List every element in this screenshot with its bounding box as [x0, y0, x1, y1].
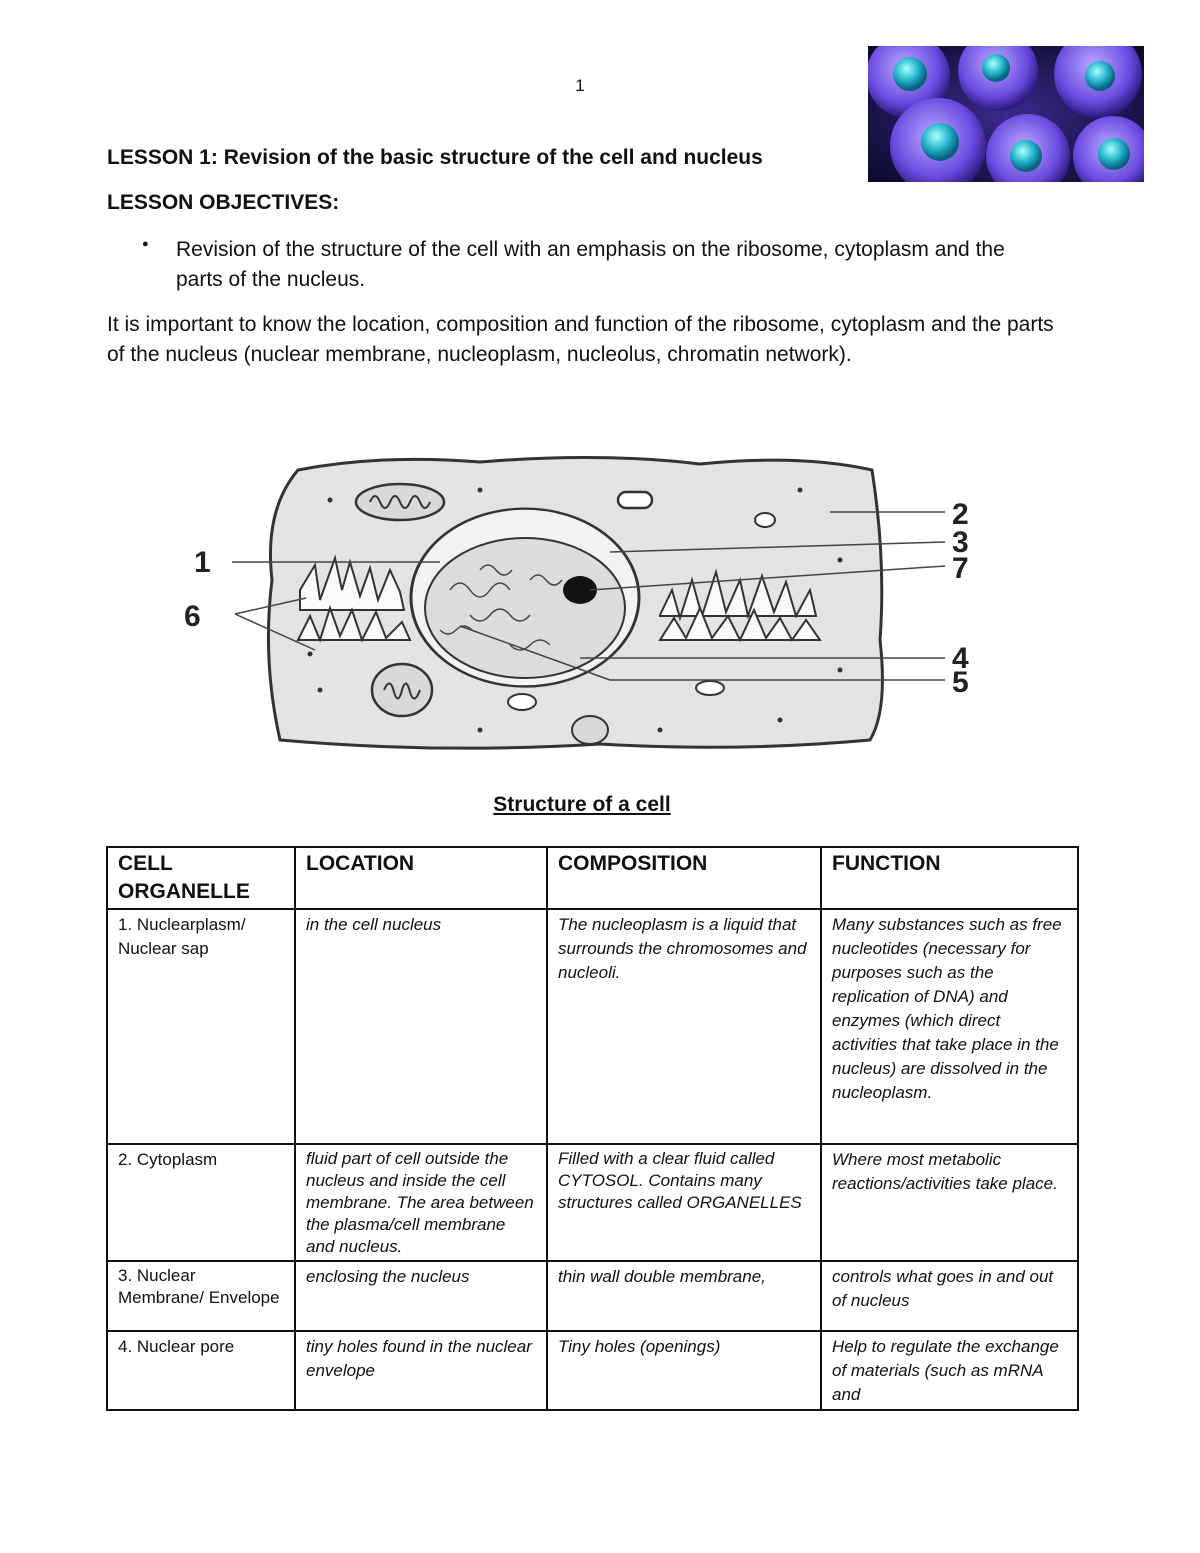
header-cell-location: LOCATION [295, 847, 547, 909]
composition-cell: The nucleoplasm is a liquid that surrounds the chromosomes and nucleoli. [547, 909, 821, 1144]
function-cell: controls what goes in and out of nucleus [821, 1261, 1078, 1331]
location-cell: enclosing the nucleus [295, 1261, 547, 1331]
bullet-icon: ● [142, 238, 149, 250]
diagram-caption: Structure of a cell [493, 793, 671, 816]
lesson-title: LESSON 1: Revision of the basic structure of the cell and nucleus [107, 146, 763, 169]
function-cell: Help to regulate the exchange of materials (such as mRNA and [821, 1331, 1078, 1410]
cell-diagram [180, 440, 1000, 760]
organelle-cell: 3. Nuclear Membrane/ Envelope [107, 1261, 295, 1331]
composition-cell: thin wall double membrane, [547, 1261, 821, 1331]
composition-cell: Tiny holes (openings) [547, 1331, 821, 1410]
page-number: 1 [575, 76, 585, 95]
diagram-label-6: 6 [184, 600, 201, 633]
header-cell-function: FUNCTION [821, 847, 1078, 909]
objective-item: Revision of the structure of the cell with an emphasis on the ribosome, cytoplasm and the parts of the nucleus. [176, 238, 1005, 291]
function-cell: Where most metabolic reactions/activities take place. [821, 1144, 1078, 1261]
organelle-cell: 1. Nuclearplasm/ Nuclear sap [107, 909, 295, 1144]
diagram-label-5: 5 [952, 666, 969, 699]
organelle-table [106, 846, 1079, 1411]
table-row [107, 1144, 1078, 1261]
header-cell-organelle: CELL ORGANELLE [107, 847, 295, 909]
header-cell-composition: COMPOSITION [547, 847, 821, 909]
diagram-label-7: 7 [952, 552, 969, 585]
organelle-cell: 4. Nuclear pore [107, 1331, 295, 1410]
diagram-label-1: 1 [194, 546, 211, 579]
intro-paragraph: It is important to know the location, composition and function of the ribosome, cytoplasm and the parts of the nucleus (nuclear membrane, nucleoplasm, nucleolus, chromatin network). [107, 313, 1054, 366]
organelle-cell: 2. Cytoplasm [107, 1144, 295, 1261]
location-cell: in the cell nucleus [295, 909, 547, 1144]
location-cell: tiny holes found in the nuclear envelope [295, 1331, 547, 1410]
table-header-row [107, 847, 1078, 909]
function-cell: Many substances such as free nucleotides (necessary for purposes such as the replication of DNA) and enzymes (which direct activities that take place in the nucleus) are dissolved in the nucleoplasm. [821, 909, 1078, 1144]
objectives-heading: LESSON OBJECTIVES: [107, 191, 340, 214]
diagram-label-4: 4 [952, 642, 969, 675]
composition-cell: Filled with a clear fluid called CYTOSOL. Contains many structures called ORGANELLES [547, 1144, 821, 1261]
cells-micrograph-icon [868, 46, 1144, 182]
table-row [107, 1261, 1078, 1331]
diagram-label-3: 3 [952, 526, 969, 559]
location-cell: fluid part of cell outside the nucleus and inside the cell membrane. The area between the plasma/cell membrane and nucleus. [295, 1144, 547, 1261]
table-row [107, 1331, 1078, 1410]
table-row [107, 909, 1078, 1144]
diagram-label-2: 2 [952, 498, 969, 531]
